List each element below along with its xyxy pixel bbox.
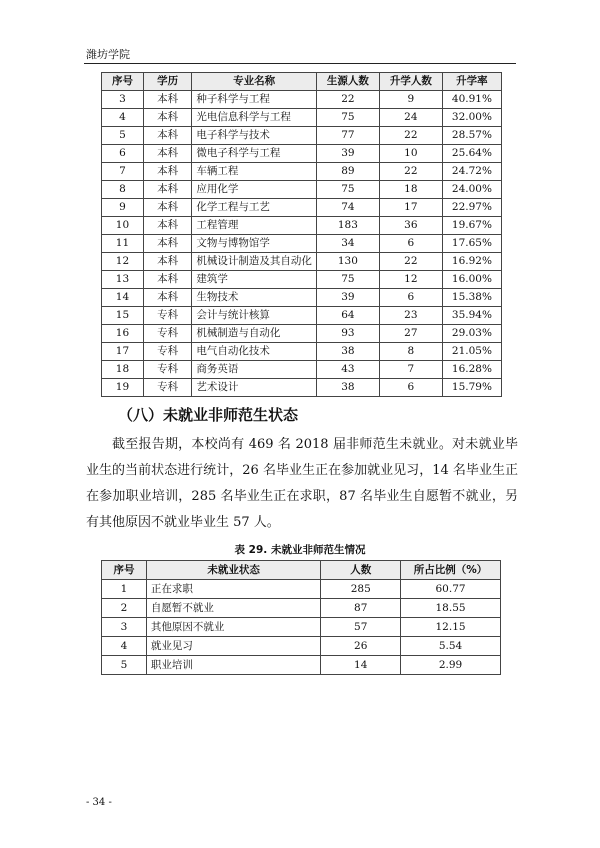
table-cell: 75 [316, 271, 379, 289]
table2-head [102, 561, 501, 580]
table-cell: 文物与博物馆学 [192, 235, 317, 253]
table-row [102, 163, 502, 181]
table-cell: 4 [102, 637, 147, 656]
table-cell: 285 [321, 580, 401, 599]
table-cell: 种子科学与工程 [192, 91, 317, 109]
table-cell: 3 [102, 91, 144, 109]
table-cell: 专科 [143, 307, 191, 325]
table-cell: 本科 [143, 289, 191, 307]
table2-header-row [102, 561, 501, 580]
table-row [102, 307, 502, 325]
unemployed-status-table [101, 560, 501, 675]
column-header: 生源人数 [316, 73, 379, 91]
section-title: （八）未就业非师范生状态 [118, 406, 299, 424]
table-cell: 生物技术 [192, 289, 317, 307]
table-cell: 16.00% [442, 271, 501, 289]
table-cell: 17 [102, 343, 144, 361]
table-cell: 24.72% [442, 163, 501, 181]
table-cell: 28.57% [442, 127, 501, 145]
table-cell: 35.94% [442, 307, 501, 325]
table-cell: 12 [379, 271, 442, 289]
table-cell: 130 [316, 253, 379, 271]
table-cell: 18 [379, 181, 442, 199]
table-cell: 16 [102, 325, 144, 343]
table-cell: 14 [321, 656, 401, 675]
table-cell: 1 [102, 580, 147, 599]
table-cell: 专科 [143, 361, 191, 379]
table-cell: 57 [321, 618, 401, 637]
table-cell: 专科 [143, 325, 191, 343]
table-cell: 38 [316, 379, 379, 397]
table-cell: 7 [379, 361, 442, 379]
table-cell: 艺术设计 [192, 379, 317, 397]
table-cell: 6 [102, 145, 144, 163]
column-header: 未就业状态 [146, 561, 320, 580]
table-cell: 29.03% [442, 325, 501, 343]
table-row [102, 618, 501, 637]
table2-body [102, 580, 501, 675]
table-cell: 23 [379, 307, 442, 325]
table-cell: 本科 [143, 91, 191, 109]
table1-header-row [102, 73, 502, 91]
table-cell: 19 [102, 379, 144, 397]
table-cell: 应用化学 [192, 181, 317, 199]
table-cell: 10 [379, 145, 442, 163]
table-cell: 2 [102, 599, 147, 618]
table-cell: 36 [379, 217, 442, 235]
table-cell: 9 [379, 91, 442, 109]
table-cell: 15 [102, 307, 144, 325]
table-cell: 19.67% [442, 217, 501, 235]
table-cell: 自愿暂不就业 [146, 599, 320, 618]
table-cell: 183 [316, 217, 379, 235]
table-row [102, 361, 502, 379]
table-cell: 32.00% [442, 109, 501, 127]
table-cell: 机械制造与自动化 [192, 325, 317, 343]
table-cell: 75 [316, 181, 379, 199]
table-row [102, 235, 502, 253]
table-cell: 专科 [143, 379, 191, 397]
column-header: 序号 [102, 73, 144, 91]
table-cell: 2.99 [401, 656, 501, 675]
table-row [102, 145, 502, 163]
table-cell: 10 [102, 217, 144, 235]
table-cell: 77 [316, 127, 379, 145]
table-row [102, 289, 502, 307]
table-cell: 22 [316, 91, 379, 109]
table-row [102, 637, 501, 656]
table-cell: 38 [316, 343, 379, 361]
table-cell: 60.77 [401, 580, 501, 599]
column-header: 人数 [321, 561, 401, 580]
table-cell: 17 [379, 199, 442, 217]
table-cell: 13 [102, 271, 144, 289]
table-cell: 22 [379, 253, 442, 271]
table-row [102, 343, 502, 361]
column-header: 所占比例（%） [401, 561, 501, 580]
table-row [102, 325, 502, 343]
table-cell: 18 [102, 361, 144, 379]
table-cell: 22 [379, 127, 442, 145]
table-cell: 39 [316, 145, 379, 163]
table-cell: 会计与统计核算 [192, 307, 317, 325]
table-cell: 本科 [143, 235, 191, 253]
table-cell: 5.54 [401, 637, 501, 656]
table-cell: 5 [102, 656, 147, 675]
table-cell: 21.05% [442, 343, 501, 361]
table-cell: 18.55 [401, 599, 501, 618]
table-cell: 化学工程与工艺 [192, 199, 317, 217]
table-row [102, 379, 502, 397]
table-cell: 4 [102, 109, 144, 127]
table-cell: 87 [321, 599, 401, 618]
table-cell: 39 [316, 289, 379, 307]
table-cell: 本科 [143, 145, 191, 163]
table-cell: 本科 [143, 199, 191, 217]
table-cell: 本科 [143, 271, 191, 289]
table-cell: 7 [102, 163, 144, 181]
table-cell: 本科 [143, 181, 191, 199]
table-cell: 22 [379, 163, 442, 181]
table-cell: 89 [316, 163, 379, 181]
table-cell: 其他原因不就业 [146, 618, 320, 637]
table-row [102, 253, 502, 271]
column-header: 升学人数 [379, 73, 442, 91]
table-cell: 15.79% [442, 379, 501, 397]
table-cell: 工程管理 [192, 217, 317, 235]
table2-caption: 表 29. 未就业非师范生情况 [234, 544, 366, 556]
table-cell: 74 [316, 199, 379, 217]
table-cell: 机械设计制造及其自动化 [192, 253, 317, 271]
table-cell: 27 [379, 325, 442, 343]
header-rule [84, 63, 516, 64]
table-cell: 3 [102, 618, 147, 637]
table-cell: 14 [102, 289, 144, 307]
table-cell: 16.28% [442, 361, 501, 379]
column-header: 学历 [143, 73, 191, 91]
table-cell: 职业培训 [146, 656, 320, 675]
table-cell: 电子科学与技术 [192, 127, 317, 145]
table-cell: 64 [316, 307, 379, 325]
table-row [102, 127, 502, 145]
table-row [102, 199, 502, 217]
major-admission-table [101, 72, 502, 397]
table-cell: 光电信息科学与工程 [192, 109, 317, 127]
table-cell: 24 [379, 109, 442, 127]
table-cell: 本科 [143, 253, 191, 271]
table-cell: 专科 [143, 343, 191, 361]
column-header: 升学率 [442, 73, 501, 91]
table-cell: 15.38% [442, 289, 501, 307]
table-cell: 26 [321, 637, 401, 656]
table-cell: 43 [316, 361, 379, 379]
table-cell: 24.00% [442, 181, 501, 199]
table-cell: 本科 [143, 109, 191, 127]
table-cell: 本科 [143, 163, 191, 181]
table-cell: 16.92% [442, 253, 501, 271]
running-header: 潍坊学院 [86, 48, 130, 61]
table1-body [102, 91, 502, 397]
table-cell: 车辆工程 [192, 163, 317, 181]
table-row [102, 656, 501, 675]
table-cell: 微电子科学与工程 [192, 145, 317, 163]
table-cell: 8 [379, 343, 442, 361]
table-cell: 商务英语 [192, 361, 317, 379]
table-cell: 9 [102, 199, 144, 217]
table-row [102, 217, 502, 235]
table-cell: 6 [379, 235, 442, 253]
table-cell: 电气自动化技术 [192, 343, 317, 361]
table-cell: 本科 [143, 217, 191, 235]
table-cell: 40.91% [442, 91, 501, 109]
table-cell: 就业见习 [146, 637, 320, 656]
table-cell: 本科 [143, 127, 191, 145]
table-cell: 12.15 [401, 618, 501, 637]
page-number: - 34 - [86, 797, 112, 808]
body-paragraph: 截至报告期，本校尚有 469 名 2018 届非师范生未就业。对未就业毕业生的当前状态进行统计，26 名毕业生正在参加就业见习，14 名毕业生正在参加职业培训，285 名毕业生正在求职，87 名毕业生自愿暂不就业，另有其他原因不就业毕业生 57 人。 [86, 437, 518, 530]
table-cell: 17.65% [442, 235, 501, 253]
column-header: 序号 [102, 561, 147, 580]
table-cell: 建筑学 [192, 271, 317, 289]
table-cell: 6 [379, 289, 442, 307]
table-cell: 5 [102, 127, 144, 145]
table-row [102, 109, 502, 127]
table-row [102, 181, 502, 199]
table-cell: 93 [316, 325, 379, 343]
table-cell: 25.64% [442, 145, 501, 163]
table-cell: 22.97% [442, 199, 501, 217]
table-row [102, 91, 502, 109]
table-cell: 75 [316, 109, 379, 127]
table-row [102, 271, 502, 289]
table-row [102, 599, 501, 618]
table-cell: 正在求职 [146, 580, 320, 599]
table-cell: 8 [102, 181, 144, 199]
table-cell: 11 [102, 235, 144, 253]
table-row [102, 580, 501, 599]
table-cell: 12 [102, 253, 144, 271]
table-cell: 6 [379, 379, 442, 397]
table-cell: 34 [316, 235, 379, 253]
column-header: 专业名称 [192, 73, 317, 91]
table1-head [102, 73, 502, 91]
